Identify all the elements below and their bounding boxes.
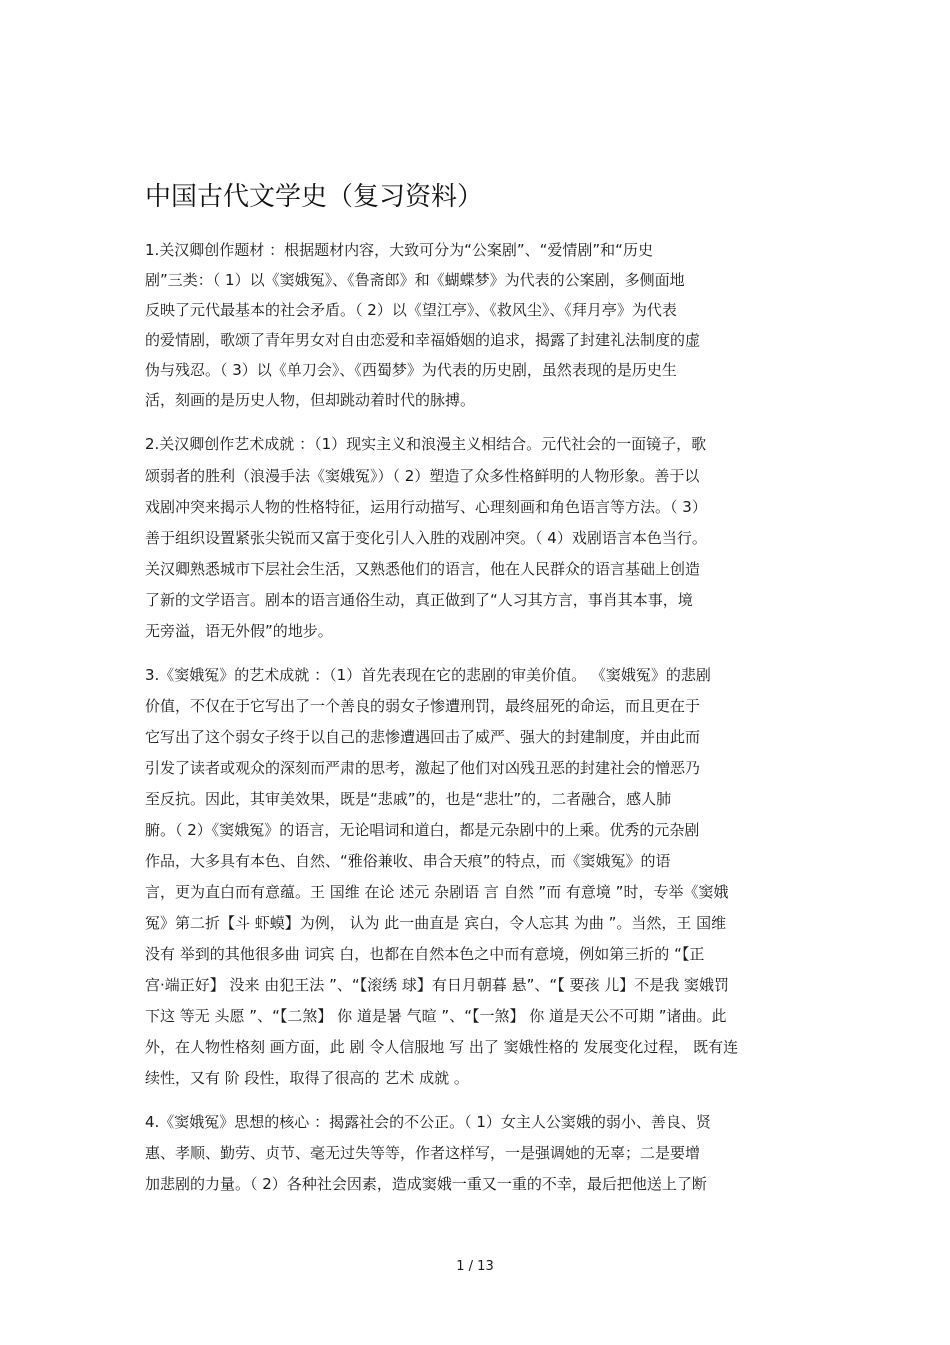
paragraph-3-line: 言，更为直白而有意蕴。王 国维 在论 述元 杂剧语 言 自然 ”而 有意境 ”时，专举《窦娥 (145, 883, 729, 901)
paragraph-4-line: 加悲剧的力量。（ 2）各种社会因素，造成窦娥一重又一重的不幸，最后把他送上了断 (145, 1175, 707, 1193)
paragraph-3-line: 3.《窦娥冤》的艺术成就 ：（1）首先表现在它的悲剧的审美价值。 《窦娥冤》的悲剧 (145, 666, 711, 684)
paragraph-1-line: 反映了元代最基本的社会矛盾。（ 2）以《望江亭》、《救风尘》、《拜月亭》为代表 (145, 301, 677, 319)
paragraph-3-line: 没有 举到的其他很多曲 词宾 白，也都在自然本色之中而有意境，例如第三折的 “【正 (145, 945, 705, 963)
paragraph-3-line: 引发了读者或观众的深刻而严肃的思考，激起了他们对凶残丑恶的封建社会的憎恶乃 (145, 759, 701, 777)
paragraph-3-line: 宫·端正好】 没来 由犯王法 ”、“【滚绣 球】有日月朝暮 悬”、“【 要孩 儿】不是我 窦娥罚 (145, 976, 730, 994)
paragraph-4-line: 4.《窦娥冤》思想的核心 ：揭露社会的不公正。（ 1）女主人公窦娥的弱小、善良、贤 (145, 1113, 711, 1131)
paragraph-2-line: 戏剧冲突来揭示人物的性格特征，运用行动描写、心理刻画和角色语言等方法。（ 3） (145, 498, 707, 516)
paragraph-2-line: 颂弱者的胜利（浪漫手法《窦娥冤》）（ 2）塑造了众多性格鲜明的人物形象。善于以 (145, 467, 700, 485)
paragraph-2-line: 关汉卿熟悉城市下层社会生活，又熟悉他们的语言，他在人民群众的语言基础上创造 (145, 560, 701, 578)
paragraph-3-line: 作品，大多具有本色、自然、“雅俗兼收、串合天痕”的特点，而《窦娥冤》的语 (145, 852, 671, 870)
paragraph-1-line: 剧”三类：（ 1）以《窦娥冤》、《鲁斋郎》和《蝴蝶梦》为代表的公案剧，多侧面地 (145, 271, 685, 289)
paragraph-1-line: 活，刻画的是历史人物，但却跳动着时代的脉搏。 (145, 391, 476, 409)
paragraph-3-line: 外，在人物性格刻 画方面，此 剧 令人信服地 写 出了 窦娥性格的 发展变化过程， 既有连 (145, 1038, 739, 1056)
paragraph-3-line: 腑。（ 2）《窦娥冤》的语言，无论唱词和道白，都是元杂剧中的上乘。优秀的元杂剧 (145, 821, 700, 839)
paragraph-1-line: 伪与残忍。（ 3）以《单刀会》、《西蜀梦》为代表的历史剧，虽然表现的是历史生 (145, 361, 677, 379)
paragraph-3-line: 冤》第二折【斗 虾蟆】为例， 认为 此一曲直是 宾白，令人忘其 为曲 ”。当然，王 国维 (145, 914, 727, 932)
paragraph-1-line: 的爱情剧，歌颂了青年男女对自由恋爱和幸福婚姻的追求，揭露了封建礼法制度的虚 (145, 331, 701, 349)
paragraph-3-line: 续性，又有 阶 段性，取得了很高的 艺术 成就 。 (145, 1069, 469, 1087)
paragraph-3-line: 下这 等无 头愿 ”、“【二煞】 你 道是暑 气暄 ”、“【一煞】 你 道是天公不可期 ”诸曲。此 (145, 1007, 727, 1025)
document-title: 中国古代文学史（复习资料） (145, 182, 484, 212)
paragraph-2-line: 2.关汉卿创作艺术成就 ：（1）现实主义和浪漫主义相结合。元代社会的一面镜子，歌 (145, 435, 707, 453)
paragraph-3-line: 它写出了这个弱女子终于以自己的悲惨遭遇回击了威严、强大的封建制度，并由此而 (145, 728, 701, 746)
paragraph-3-line: 至反抗。因此，其审美效果，既是“悲戚”的，也是“悲壮”的，二者融合，感人肺 (145, 790, 672, 808)
paragraph-2-line: 善于组织设置紧张尖锐而又富于变化引人入胜的戏剧冲突。（ 4）戏剧语言本色当行。 (145, 529, 707, 547)
paragraph-2-line: 了新的文学语言。剧本的语言通俗生动，真正做到了“人习其方言，事肖其本事，境 (145, 591, 693, 609)
paragraph-2-line: 无旁溢，语无外假”的地步。 (145, 622, 333, 640)
paragraph-4-line: 惠、孝顺、勤劳、贞节、毫无过失等等，作者这样写，一是强调她的无辜；二是要增 (145, 1144, 701, 1162)
paragraph-3-line: 价值，不仅在于它写出了一个善良的弱女子惨遭刑罚，最终屈死的命运，而且更在于 (145, 697, 701, 715)
paragraph-1-line: 1.关汉卿创作题材 ：根据题材内容，大致可分为“公案剧”、“爱情剧”和“历史 (145, 241, 653, 259)
page-number: 1 / 13 (456, 1259, 494, 1274)
